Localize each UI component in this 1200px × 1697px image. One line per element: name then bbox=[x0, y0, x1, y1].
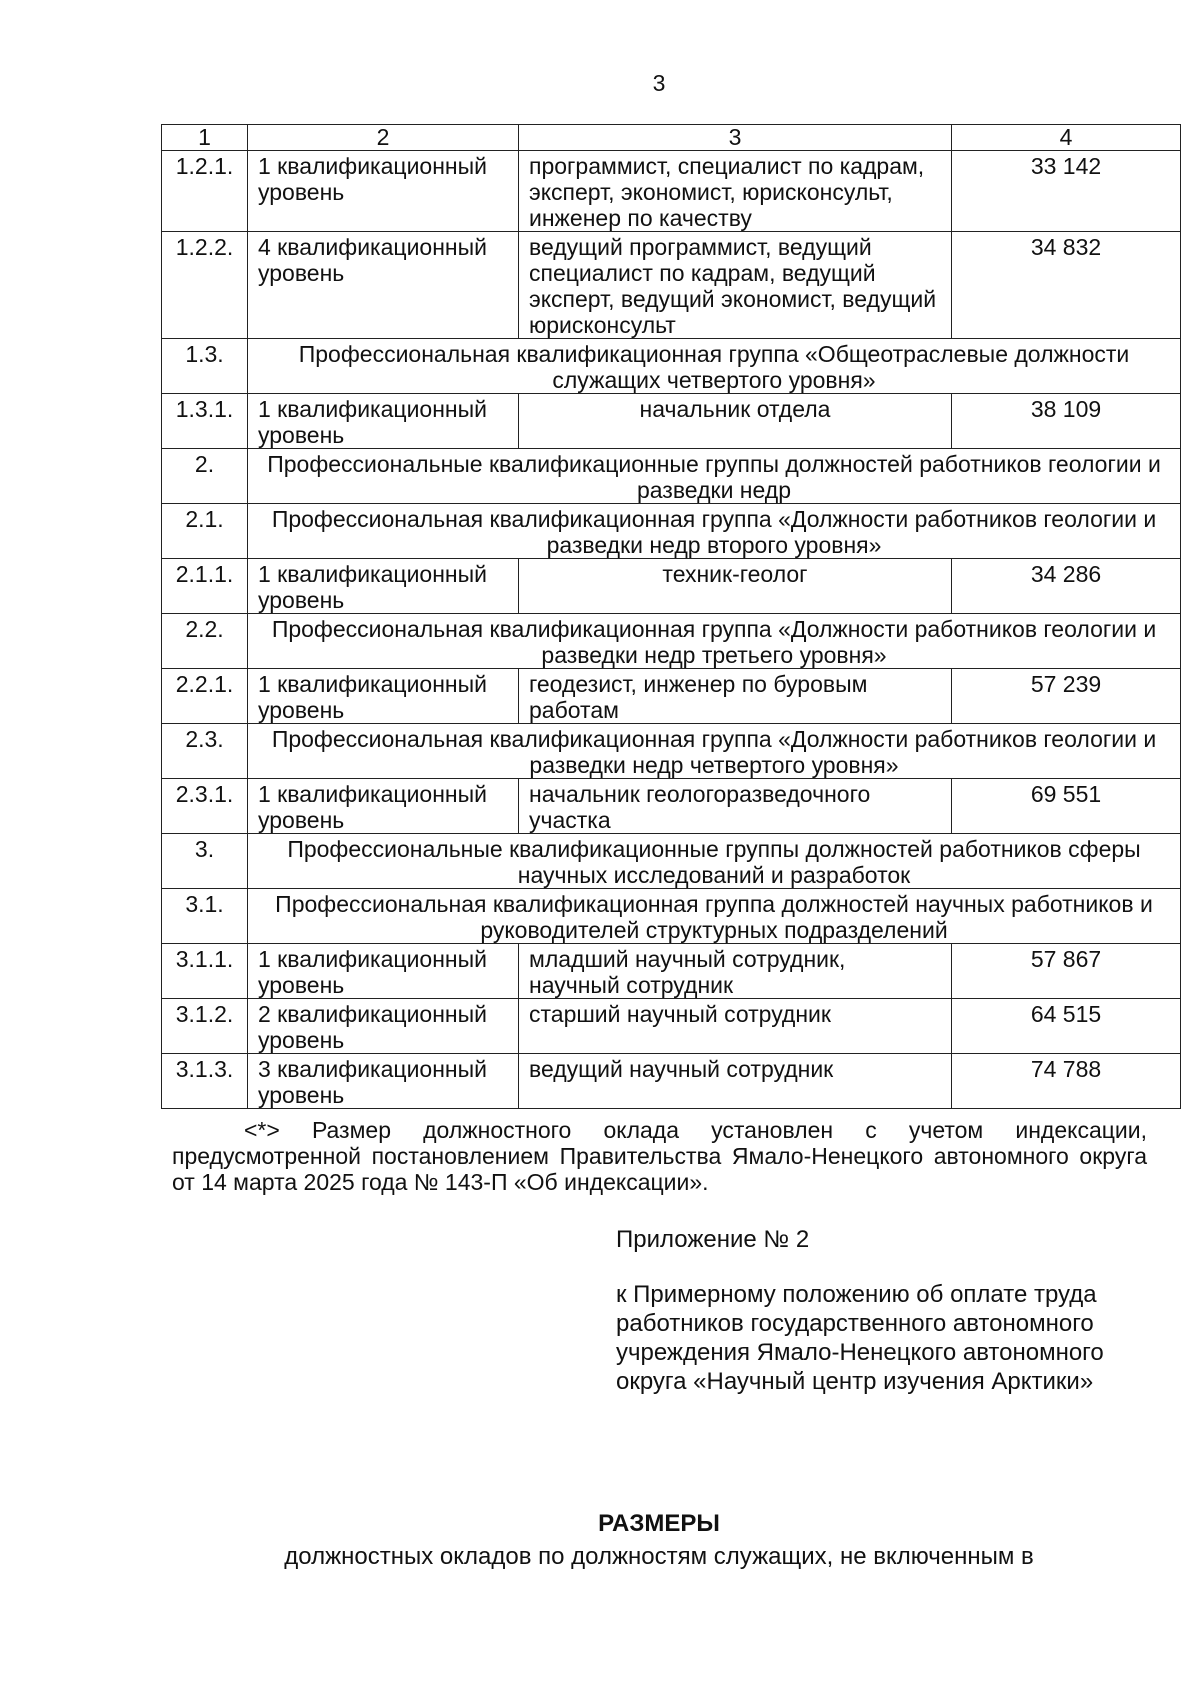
qualification-level: 1 квалификационный уровень bbox=[248, 779, 519, 834]
header-col-3: 3 bbox=[519, 125, 952, 151]
appendix-title: Приложение № 2 bbox=[616, 1226, 810, 1253]
row-number: 2.1. bbox=[162, 504, 248, 559]
positions-cell: техник-геолог bbox=[519, 559, 952, 614]
row-number: 1.3. bbox=[162, 339, 248, 394]
header-col-1: 1 bbox=[162, 125, 248, 151]
table-group-row bbox=[162, 724, 1181, 779]
positions-cell: начальник геологоразведочного участка bbox=[519, 779, 952, 834]
table-row bbox=[162, 232, 1181, 339]
positions-cell: начальник отдела bbox=[519, 394, 952, 449]
table-group-row bbox=[162, 504, 1181, 559]
salary-cell: 64 515 bbox=[952, 999, 1181, 1054]
qualification-level: 1 квалификационный уровень bbox=[248, 944, 519, 999]
positions-cell: программист, специалист по кадрам, эксперт, экономист, юрисконсульт, инженер по качеству bbox=[519, 151, 952, 232]
positions-cell: ведущий программист, ведущий специалист по кадрам, ведущий эксперт, ведущий экономист, ведущий юрисконсульт bbox=[519, 232, 952, 339]
group-title: Профессиональная квалификационная группа «Общеотраслевые должности служащих четвертого уровня» bbox=[248, 339, 1181, 394]
table-row bbox=[162, 944, 1181, 999]
appendix-text: к Примерному положению об оплате труда работников государственного автономного учреждения Ямало-Ненецкого автономного округа «Научный центр изучения Арктики» bbox=[616, 1281, 1104, 1395]
table-body bbox=[162, 125, 1181, 1109]
row-number: 2.2.1. bbox=[162, 669, 248, 724]
header-col-4: 4 bbox=[952, 125, 1181, 151]
row-number: 3.1.3. bbox=[162, 1054, 248, 1109]
table-row bbox=[162, 999, 1181, 1054]
salary-cell: 57 239 bbox=[952, 669, 1181, 724]
document-subtitle: должностных окладов по должностям служащих, не включенным в bbox=[284, 1543, 1034, 1570]
row-number: 2. bbox=[162, 449, 248, 504]
table-header-row bbox=[162, 125, 1181, 151]
table-row bbox=[162, 779, 1181, 834]
table-row bbox=[162, 394, 1181, 449]
header-col-2: 2 bbox=[248, 125, 519, 151]
row-number: 1.3.1. bbox=[162, 394, 248, 449]
row-number: 3.1.2. bbox=[162, 999, 248, 1054]
qualification-level: 1 квалификационный уровень bbox=[248, 394, 519, 449]
row-number: 2.3.1. bbox=[162, 779, 248, 834]
salary-cell: 74 788 bbox=[952, 1054, 1181, 1109]
group-title: Профессиональная квалификационная группа «Должности работников геологии и разведки недр третьего уровня» bbox=[248, 614, 1181, 669]
document-title: РАЗМЕРЫ bbox=[598, 1510, 720, 1537]
group-title: Профессиональные квалификационные группы должностей работников сферы научных исследований и разработок bbox=[248, 834, 1181, 889]
group-title: Профессиональная квалификационная группа должностей научных работников и руководителей структурных подразделений bbox=[248, 889, 1181, 944]
table-group-row bbox=[162, 834, 1181, 889]
row-number: 1.2.1. bbox=[162, 151, 248, 232]
table-group-row bbox=[162, 339, 1181, 394]
table-group-row bbox=[162, 449, 1181, 504]
salary-cell: 38 109 bbox=[952, 394, 1181, 449]
group-title: Профессиональные квалификационные группы должностей работников геологии и разведки недр bbox=[248, 449, 1181, 504]
salary-cell: 34 832 bbox=[952, 232, 1181, 339]
table-row bbox=[162, 669, 1181, 724]
table-row bbox=[162, 151, 1181, 232]
table-row bbox=[162, 1054, 1181, 1109]
qualification-level: 3 квалификационный уровень bbox=[248, 1054, 519, 1109]
row-number: 2.3. bbox=[162, 724, 248, 779]
salary-cell: 34 286 bbox=[952, 559, 1181, 614]
salary-cell: 69 551 bbox=[952, 779, 1181, 834]
group-title: Профессиональная квалификационная группа «Должности работников геологии и разведки недр четвертого уровня» bbox=[248, 724, 1181, 779]
qualification-level: 1 квалификационный уровень bbox=[248, 669, 519, 724]
salary-cell: 57 867 bbox=[952, 944, 1181, 999]
group-title: Профессиональная квалификационная группа «Должности работников геологии и разведки недр второго уровня» bbox=[248, 504, 1181, 559]
positions-cell: старший научный сотрудник bbox=[519, 999, 952, 1054]
row-number: 1.2.2. bbox=[162, 232, 248, 339]
positions-cell: младший научный сотрудник, научный сотрудник bbox=[519, 944, 952, 999]
row-number: 3.1. bbox=[162, 889, 248, 944]
qualification-level: 2 квалификационный уровень bbox=[248, 999, 519, 1054]
positions-cell: геодезист, инженер по буровым работам bbox=[519, 669, 952, 724]
page-number: 3 bbox=[652, 70, 666, 96]
table-group-row bbox=[162, 889, 1181, 944]
qualification-level: 1 квалификационный уровень bbox=[248, 559, 519, 614]
qualification-level: 1 квалификационный уровень bbox=[248, 151, 519, 232]
salary-table bbox=[161, 124, 1181, 1109]
table-row bbox=[162, 559, 1181, 614]
row-number: 2.1.1. bbox=[162, 559, 248, 614]
footnote: <*> Размер должностного оклада установлен с учетом индексации, предусмотренной постановлением Правительства Ямало-Ненецкого автономного округа от 14 марта 2025 года № 143-П «Об индексации». bbox=[172, 1117, 1147, 1195]
table-group-row bbox=[162, 614, 1181, 669]
row-number: 3. bbox=[162, 834, 248, 889]
row-number: 2.2. bbox=[162, 614, 248, 669]
row-number: 3.1.1. bbox=[162, 944, 248, 999]
positions-cell: ведущий научный сотрудник bbox=[519, 1054, 952, 1109]
salary-cell: 33 142 bbox=[952, 151, 1181, 232]
qualification-level: 4 квалификационный уровень bbox=[248, 232, 519, 339]
appendix-block bbox=[616, 1225, 1156, 1396]
